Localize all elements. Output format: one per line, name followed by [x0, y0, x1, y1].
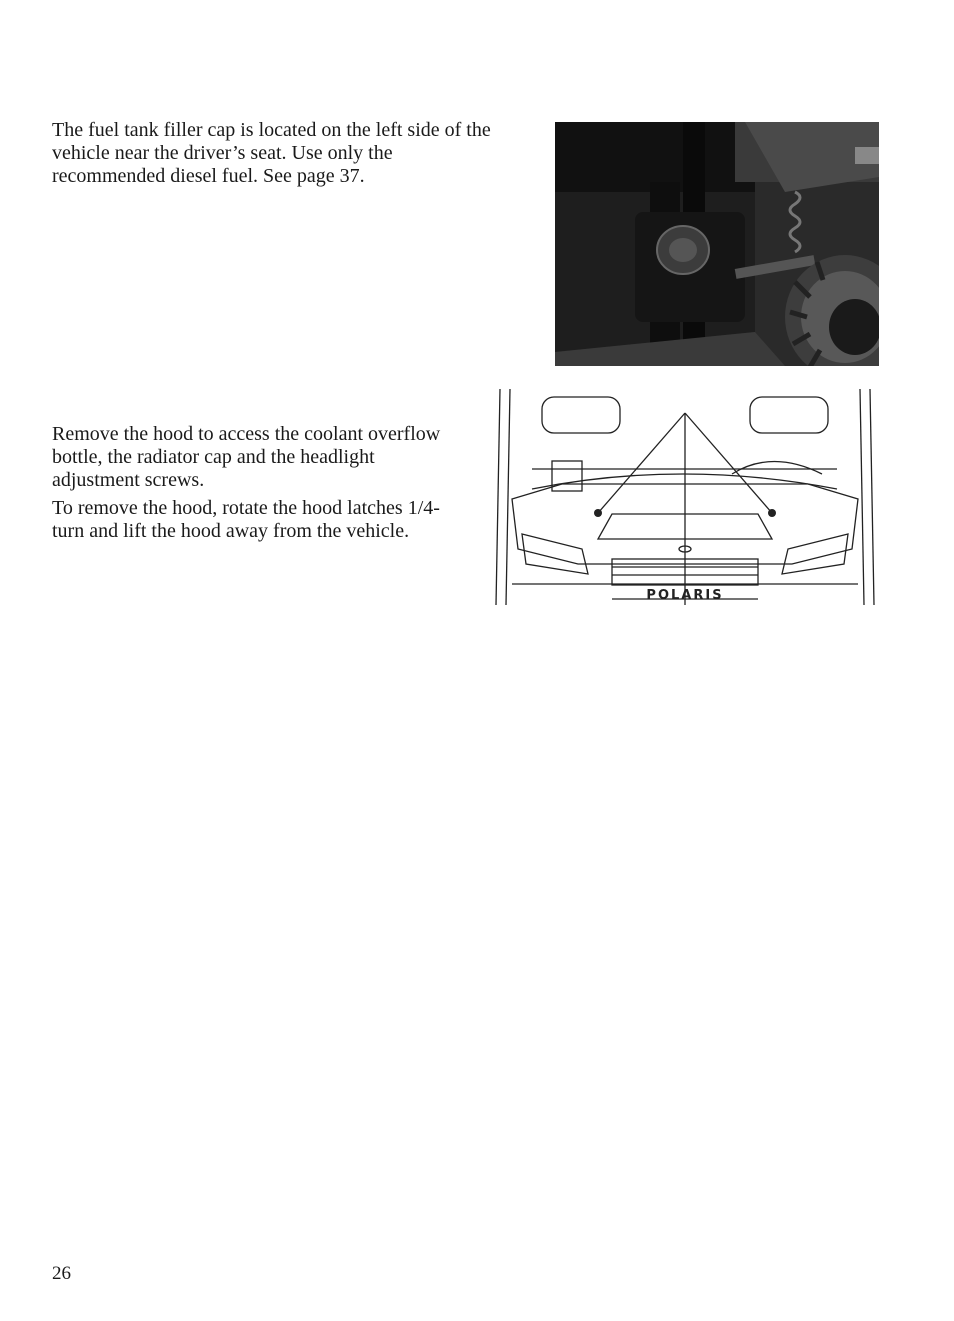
polaris-logo-text: POLARIS: [646, 588, 724, 603]
fuel-cap-paragraph: The fuel tank filler cap is located on the left side of the vehicle near the driver’s seat. Use only the recommended diesel fuel. See page 37.: [52, 119, 491, 187]
hood-access-paragraph: Remove the hood to access the coolant overflow bottle, the radiator cap and the headlight adjustment screws.: [52, 423, 441, 491]
page-number: 26: [52, 1263, 71, 1284]
fuel-cap-photo: [555, 122, 879, 366]
hood-removal-paragraph: To remove the hood, rotate the hood latches 1/4-turn and lift the hood away from the vehicle.: [52, 497, 440, 542]
hood-latch-illustration: [492, 389, 878, 605]
